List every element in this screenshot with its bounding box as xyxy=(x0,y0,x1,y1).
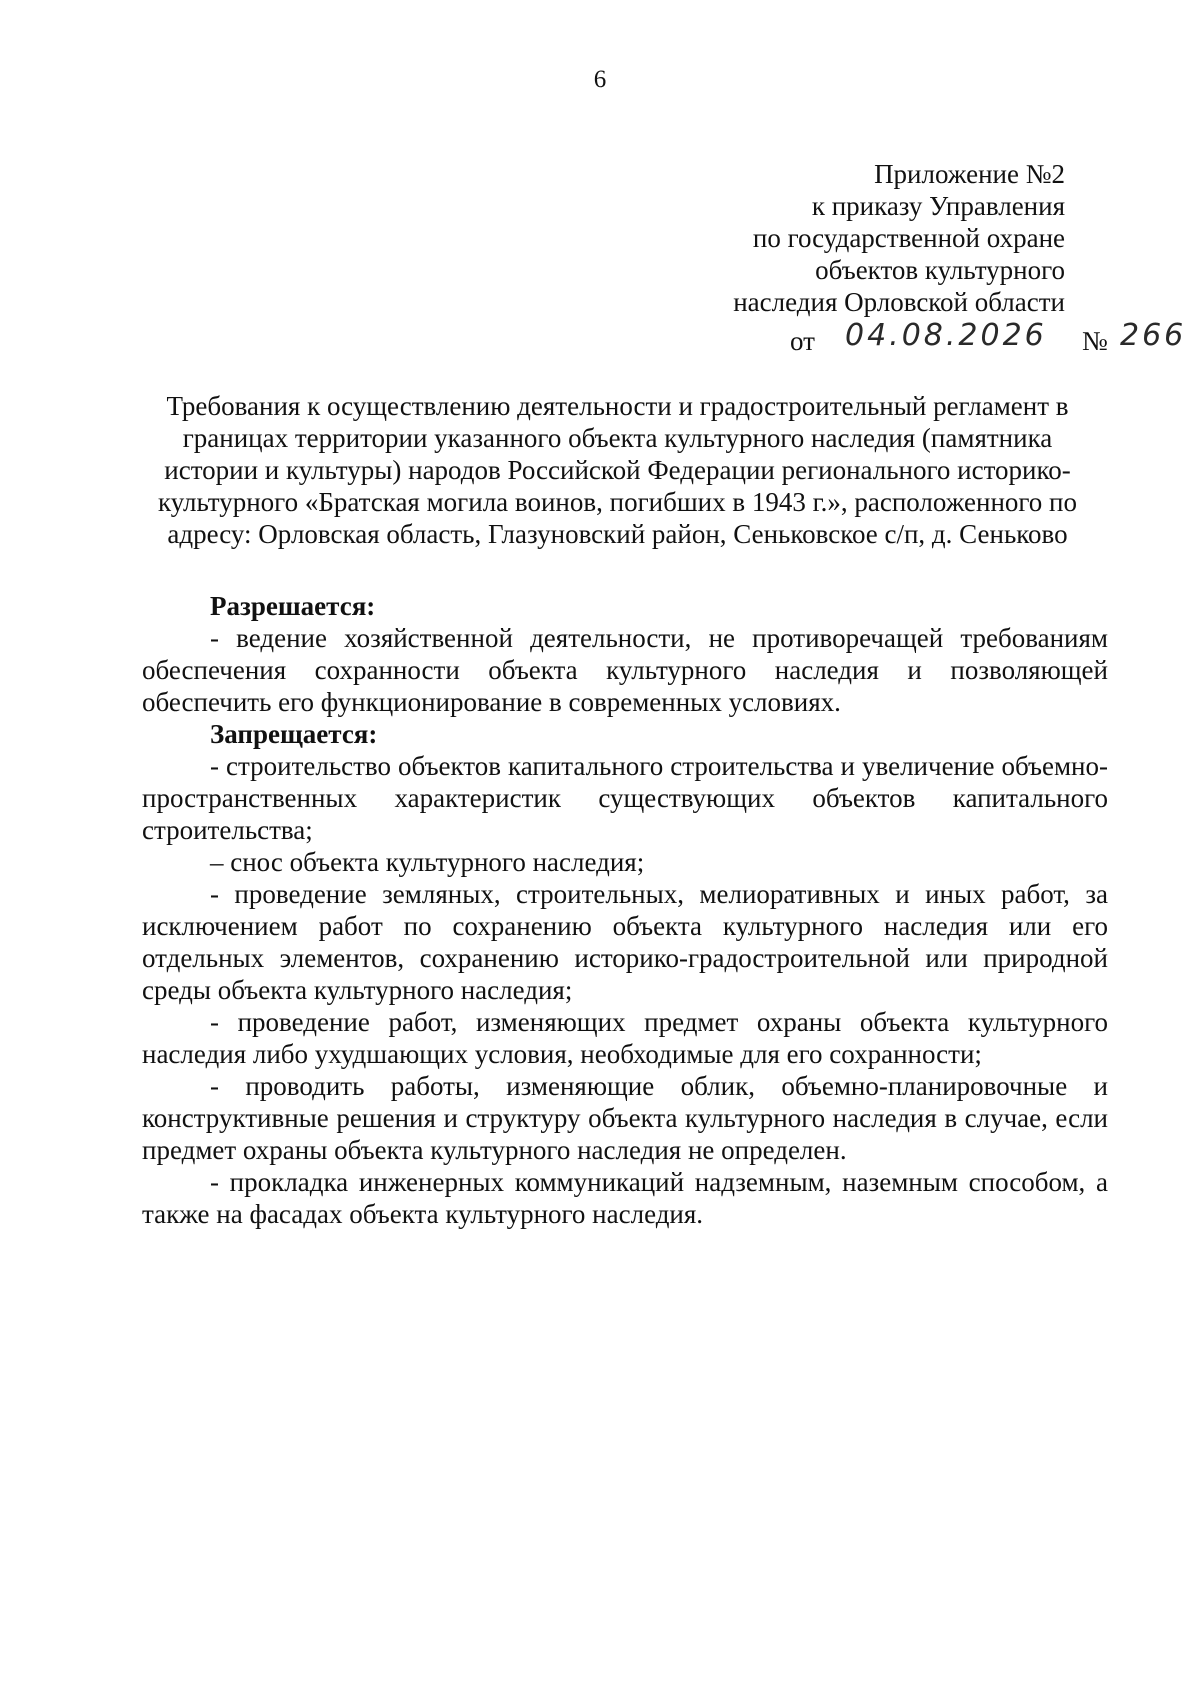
appendix-line: Приложение №2 xyxy=(874,159,1065,189)
allowed-heading: Разрешается: xyxy=(210,591,376,621)
title-line: Требования к осуществлению деятельности и градостроительный регламент в xyxy=(166,391,1069,421)
appendix-line: к приказу Управления xyxy=(811,191,1065,221)
handwritten-date: 04.08.2026 xyxy=(845,318,1047,353)
forbidden-heading: Запрещается: xyxy=(210,719,378,749)
forbidden-item: - проведение земляных, строительных, мелиоративных и иных работ, за исключением работ по сохранению объекта культурного наследия или его отдельных элементов, сохранению историко-градостроительной или природной среды объекта культурного наследия; xyxy=(142,879,1108,1005)
forbidden-item: - строительство объектов капитального строительства и увеличение объемно-пространственных характеристик существующих объектов капитального строительства; xyxy=(142,751,1108,845)
forbidden-item: – снос объекта культурного наследия; xyxy=(210,847,645,877)
title-line: адресу: Орловская область, Глазуновский район, Сеньковское с/п, д. Сеньково xyxy=(167,519,1068,549)
order-date-number-row xyxy=(790,318,1190,364)
appendix-line: объектов культурного xyxy=(815,255,1065,285)
appendix-line: наследия Орловской области xyxy=(733,287,1065,317)
forbidden-item: - проведение работ, изменяющих предмет охраны объекта культурного наследия либо ухудшающих условия, необходимые для его сохранности; xyxy=(142,1007,1108,1069)
forbidden-item: - проводить работы, изменяющие облик, объемно-планировочные и конструктивные решения и структуру объекта культурного наследия в случае, если предмет охраны объекта культурного наследия не определен. xyxy=(142,1071,1108,1165)
allowed-item: - ведение хозяйственной деятельности, не противоречащей требованиям обеспечения сохранности объекта культурного наследия и позволяющей обеспечить его функционирование в современных условиях. xyxy=(142,623,1108,717)
handwritten-number: 266 xyxy=(1120,318,1187,353)
title-line: границах территории указанного объекта культурного наследия (памятника xyxy=(182,423,1053,453)
title-line: истории и культуры) народов Российской Федерации регионального историко- xyxy=(164,455,1071,485)
title-line: культурного «Братская могила воинов, погибших в 1943 г.», расположенного по xyxy=(157,487,1077,517)
forbidden-item: - прокладка инженерных коммуникаций надземным, наземным способом, а также на фасадах объекта культурного наследия. xyxy=(142,1167,1108,1229)
date-prefix: от xyxy=(790,326,815,356)
document-body xyxy=(142,590,1108,1230)
number-prefix: № xyxy=(1082,326,1108,356)
document-title xyxy=(135,390,1100,550)
appendix-block xyxy=(733,158,1065,318)
appendix-line: по государственной охране xyxy=(752,223,1065,253)
page-number: 6 xyxy=(593,66,607,93)
